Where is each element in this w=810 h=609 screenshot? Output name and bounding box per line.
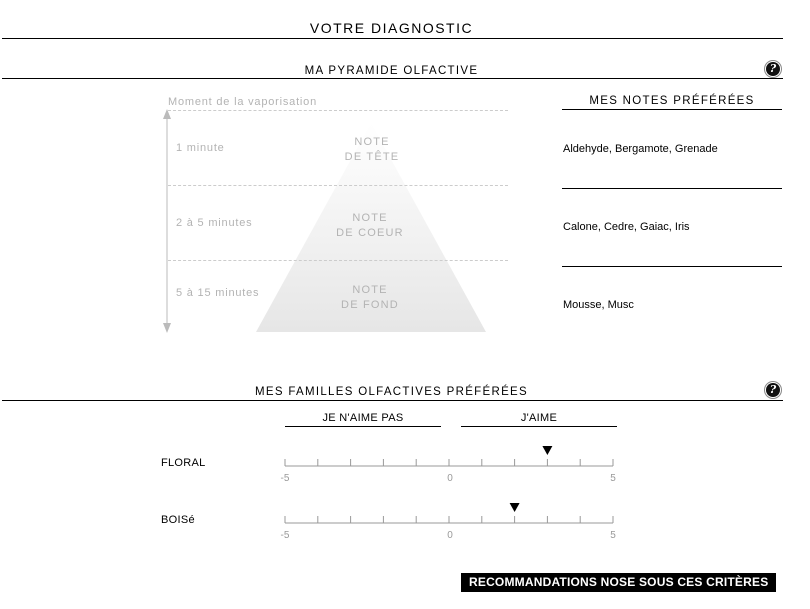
divider — [461, 426, 617, 427]
tier-divider — [168, 110, 508, 111]
families-section-title: MES FAMILLES OLFACTIVES PRÉFÉRÉES — [255, 386, 528, 398]
scale-max-label: 5 — [610, 473, 616, 484]
divider — [2, 38, 783, 39]
family-label: BOISé — [161, 514, 195, 526]
tier-divider — [168, 185, 508, 186]
help-icon[interactable]: ? — [766, 62, 780, 76]
preferred-notes-row: Calone, Cedre, Gaiac, Iris — [563, 221, 690, 233]
note-label-line: DE FOND — [341, 299, 399, 311]
divider — [285, 426, 441, 427]
divider — [562, 266, 782, 267]
preferred-notes-title: MES NOTES PRÉFÉRÉES — [589, 95, 755, 107]
help-icon[interactable]: ? — [766, 383, 780, 397]
tier-time-label: 5 à 15 minutes — [176, 287, 260, 299]
axis-arrow-down-icon — [163, 323, 171, 333]
scale-min-label: -5 — [280, 530, 290, 541]
note-coeur-label — [310, 211, 430, 241]
preferred-notes-row: Aldehyde, Bergamote, Grenade — [563, 143, 718, 155]
note-tete-label — [312, 135, 432, 165]
tier-divider — [168, 260, 508, 261]
pyramid-section-title: MA PYRAMIDE OLFACTIVE — [304, 65, 479, 77]
family-label: FLORAL — [161, 457, 206, 469]
scale-max-label: 5 — [610, 530, 616, 541]
note-label-line: NOTE — [352, 212, 388, 224]
axis-label: Moment de la vaporisation — [168, 96, 318, 108]
scale-min-label: -5 — [280, 473, 290, 484]
page-title: VOTRE DIAGNOSTIC — [309, 20, 474, 36]
tier-time-label: 1 minute — [176, 142, 225, 154]
divider — [2, 400, 783, 401]
scale-mid-label: 0 — [447, 530, 453, 541]
divider — [562, 188, 782, 189]
note-fond-label — [310, 283, 430, 313]
like-header: J'AIME — [520, 412, 558, 424]
note-label-line: NOTE — [354, 136, 390, 148]
note-label-line: DE COEUR — [336, 227, 404, 239]
note-label-line: NOTE — [352, 284, 388, 296]
tier-time-label: 2 à 5 minutes — [176, 217, 253, 229]
dislike-header: JE N'AIME PAS — [322, 412, 404, 424]
value-marker-icon — [510, 503, 520, 512]
divider — [562, 109, 782, 110]
scale-mid-label: 0 — [447, 473, 453, 484]
recommendations-button[interactable]: RECOMMANDATIONS NOSE SOUS CES CRITÈRES — [461, 573, 776, 592]
preferred-notes-row: Mousse, Musc — [563, 299, 634, 311]
value-marker-icon — [542, 446, 552, 455]
note-label-line: DE TÊTE — [344, 151, 400, 163]
divider — [2, 78, 783, 79]
